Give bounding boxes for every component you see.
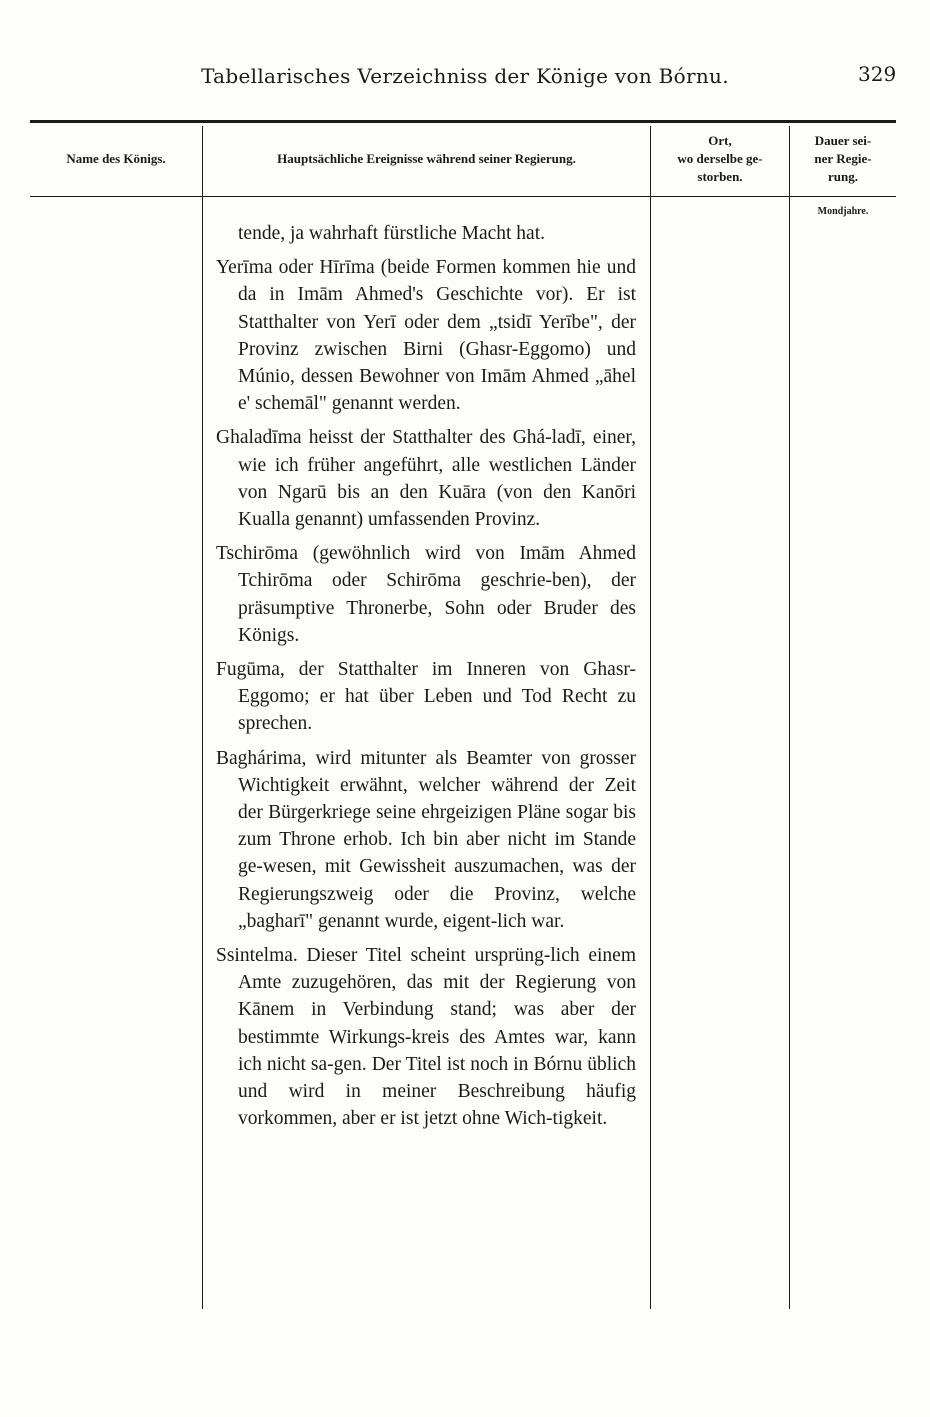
running-title: Tabellarisches Verzeichniss der Könige von Bórnu.: [201, 64, 729, 88]
entry-paragraph: Fugūma, der Statthalter im Inneren von Ghasr-Eggomo; er hat über Leben und Tod Recht zu sprechen.: [216, 659, 636, 735]
entry-paragraph: Ghaladīma heisst der Statthalter des Ghá-ladī, einer, wie ich früher angeführt, alle westlichen Länder von Ngarū bis an den Kuāra (von den Kanōri Kualla genannt) umfassenden Provinz.: [216, 427, 636, 531]
header-place: [651, 132, 789, 186]
column-divider-2: [650, 126, 651, 1309]
column-divider-3: [789, 126, 790, 1309]
header-duration-line-1: Dauer sei-: [814, 133, 872, 148]
column-divider-1: [202, 126, 203, 1309]
header-place-line-3: storben.: [697, 169, 743, 184]
entry-paragraph: tende, ja wahrhaft fürstliche Macht hat.: [238, 223, 546, 244]
entry-paragraph: Yerīma oder Hīrīma (beide Formen kommen hie und da in Imām Ahmed's Geschichte vor). Er ist Statthalter von Yerī oder dem „tsidī Yerībe", der Provinz zwischen Birni (Ghasr-Eggomo) und Múnio, dessen Bewohner von Imām Ahmed „āhel e' schemāl" genannt werden.: [216, 257, 636, 415]
page-number: 329: [858, 62, 897, 86]
entry-paragraph: Tschirōma (gewöhnlich wird von Imām Ahmed Tchirōma oder Schirōma geschrie-ben), der präsumptive Thronerbe, Sohn oder Bruder des Königs.: [216, 543, 636, 646]
entry-paragraph: Baghárima, wird mitunter als Beamter von grosser Wichtigkeit erwähnt, welcher während der Zeit der Bürgerkriege seine ehrgeizigen Pläne sogar bis zum Throne erhob. Ich bin aber nicht im Stande ge-wesen, mit Gewissheit auszumachen, was der Regierungszweig oder die Provinz, welche „bagharī" genannt wurde, eigent-lich war.: [216, 747, 636, 932]
table-top-rule: [30, 120, 896, 123]
entry-paragraph: Ssintelma. Dieser Titel scheint ursprüng-lich einem Amte zuzugehören, das mit der Regierung von Kānem in Verbindung stand; was aber der bestimmte Wirkungs-kreis des Amtes war, kann ich nicht sa-gen. Der Titel ist noch in Bórnu üblich und wird in meiner Beschreibung häufig vorkommen, aber er ist jetzt ohne Wich-tigkeit.: [216, 945, 636, 1130]
table-header-rule: [30, 196, 896, 197]
duration-unit-label: Mondjahre.: [817, 206, 869, 217]
header-duration: [790, 132, 896, 186]
header-name: Name des Königs.: [66, 151, 166, 166]
header-duration-line-2: ner Regie-: [814, 151, 872, 166]
header-events: Hauptsächliche Ereignisse während seiner Regierung.: [277, 151, 576, 166]
events-column: [216, 220, 636, 1140]
header-place-line-2: wo derselbe ge-: [677, 151, 763, 166]
header-place-line-1: Ort,: [708, 133, 732, 148]
header-duration-line-3: rung.: [828, 169, 858, 184]
